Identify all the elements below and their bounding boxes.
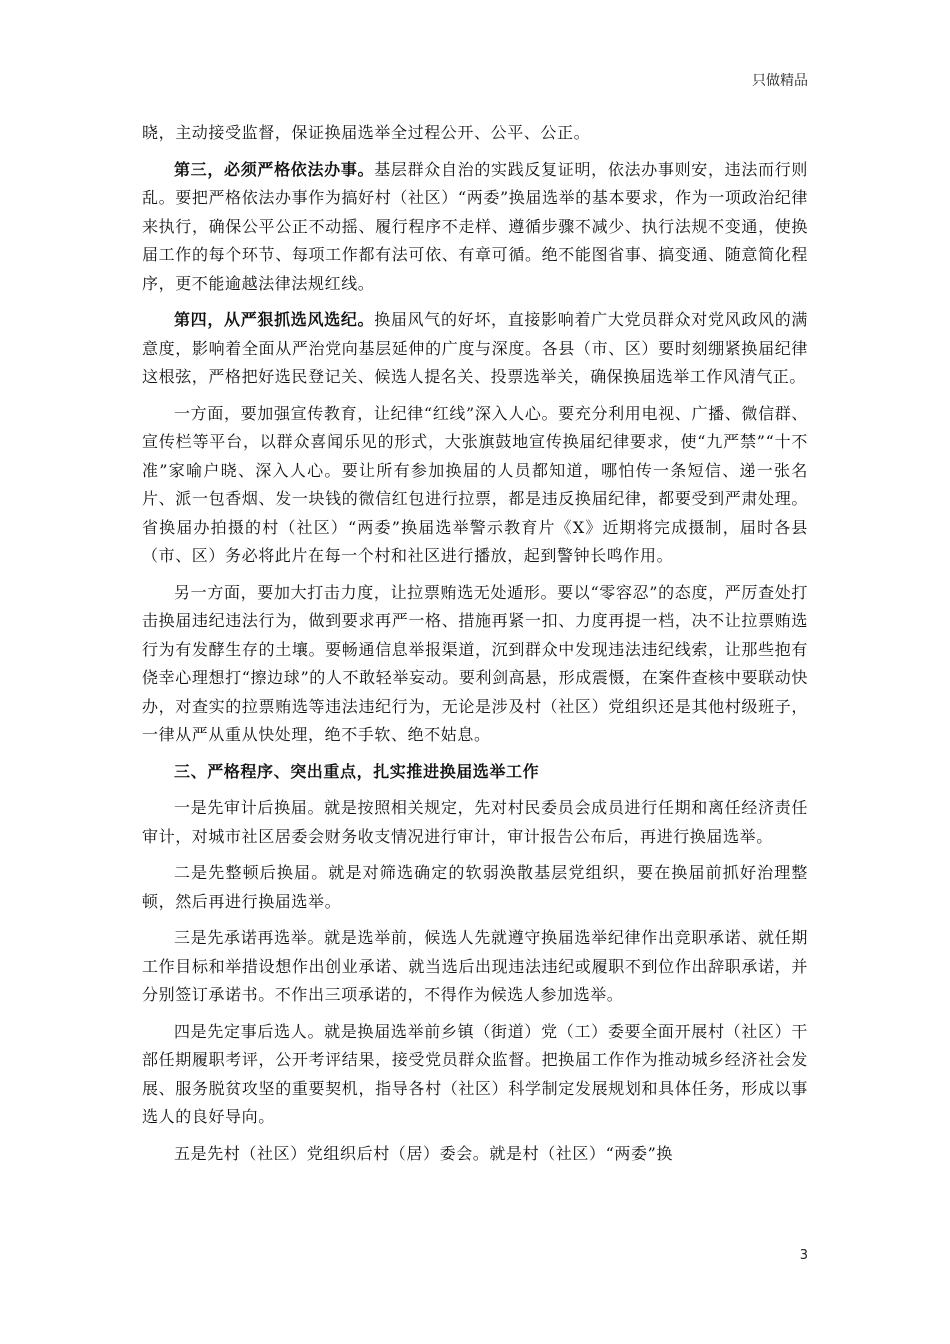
paragraph-on-the-other-hand [142, 579, 808, 750]
paragraph-text: 基层群众自治的实践反复证明，依法办事则安，违法而行则乱。要把严格依法办事作为搞好村（社区）“两委”换届选举的基本要求，作为一项政治纪律来执行，确保公平公正不动摇、履行程序不走样、遵循步骤不减少、执行法规不变通，使换届工作的每个环节、每项工作都有法可依、有章可循。绝不能图省事、搞变通、随意简化程序，更不能逾越法律法规红线。 [142, 159, 808, 293]
paragraph-item-one [142, 794, 808, 851]
paragraph-item-three [142, 924, 808, 1010]
section-heading-three: 三、严格程序、突出重点，扎实推进换届选举工作 [174, 761, 540, 781]
paragraph-text: 四是先定事后选人。就是换届选举前乡镇（街道）党（工）委要全面开展村（社区）干部任期履职考评，公开考评结果，接受党员群众监督。把换届工作作为推动城乡经济社会发展、服务脱贫攻坚的重要契机，指导各村（社区）科学制定发展规划和具体任务，形成以事选人的良好导向。 [142, 1021, 808, 1126]
paragraph-continued [142, 119, 808, 148]
paragraph-text: 二是先整顿后换届。就是对筛选确定的软弱涣散基层党组织，要在换届前抓好治理整顿，然后再进行换届选举。 [142, 863, 808, 911]
paragraph-text: 三是先承诺再选举。就是选举前，候选人先就遵守换届选举纪律作出竞职承诺、就任期工作目标和举措设想作出创业承诺、就当选后出现违法违纪或履职不到位作出辞职承诺，并分别签订承诺书。不作出三项承诺的，不得作为候选人参加选举。 [142, 928, 808, 1004]
paragraph-item-four [142, 1018, 808, 1132]
paragraph-item-five [142, 1140, 808, 1169]
document-body [142, 119, 808, 1176]
paragraph-text: 另一方面，要加大打击力度，让拉票贿选无处遁形。要以“零容忍”的态度，严厉查处打击换届违纪违法行为，做到要求再严一格、措施再紧一扣、力度再提一档，决不让拉票贿选行为有发酵生存的土壤。要畅通信息举报渠道，沉到群众中发现违法违纪线索，让那些抱有侥幸心理想打“擦边球”的人不敢轻举妄动。要利剑高悬，形成震慑，在案件查核中要联动快办，对查实的拉票贿选等违法违纪行为，无论是涉及村（社区）党组织还是其他村级班子，一律从严从重从快处理，绝不手软、绝不姑息。 [142, 582, 808, 744]
paragraph-on-one-hand [142, 400, 808, 571]
paragraph-lead: 第四，从严狠抓选风选纪。 [174, 310, 375, 329]
paragraph-item-two [142, 859, 808, 916]
paragraph-text: 五是先村（社区）党组织后村（居）委会。就是村（社区）“两委”换 [174, 1143, 673, 1163]
paragraph-third-point [142, 156, 808, 299]
paragraph-text: 换届风气的好坏，直接影响着广大党员群众对党风政风的满意度，影响着全面从严治党向基层延伸的广度与深度。各县（市、区）要时刻绷紧换届纪律这根弦，严格把好选民登记关、候选人提名关、投票选举关，确保换届选举工作风清气正。 [142, 310, 808, 386]
paragraph-fourth-point [142, 306, 808, 392]
paragraph-text: 一方面，要加强宣传教育，让纪律“红线”深入人心。要充分利用电视、广播、微信群、宣传栏等平台，以群众喜闻乐见的形式，大张旗鼓地宣传换届纪律要求，使“九严禁”“十不准”家喻户晓、深入人心。要让所有参加换届的人员都知道，哪怕传一条短信、递一张名片、派一包香烟、发一块钱的微信红包进行拉票，都是违反换届纪律，都要受到严肃处理。省换届办拍摄的村（社区）“两委”换届选举警示教育片《X》近期将完成摄制，届时各县（市、区）务必将此片在每一个村和社区进行播放，起到警钟长鸣作用。 [142, 403, 808, 565]
header-note: 只做精品 [752, 73, 808, 89]
paragraph-text: 一是先审计后换届。就是按照相关规定，先对村民委员会成员进行任期和离任经济责任审计，对城市社区居委会财务收支情况进行审计，审计报告公布后，再进行换届选举。 [142, 798, 808, 846]
paragraph-lead: 第三，必须严格依法办事。 [174, 159, 375, 179]
page-number: 3 [799, 1248, 808, 1263]
paragraph-text: 晓，主动接受监督，保证换届选举全过程公开、公平、公正。 [142, 123, 591, 142]
